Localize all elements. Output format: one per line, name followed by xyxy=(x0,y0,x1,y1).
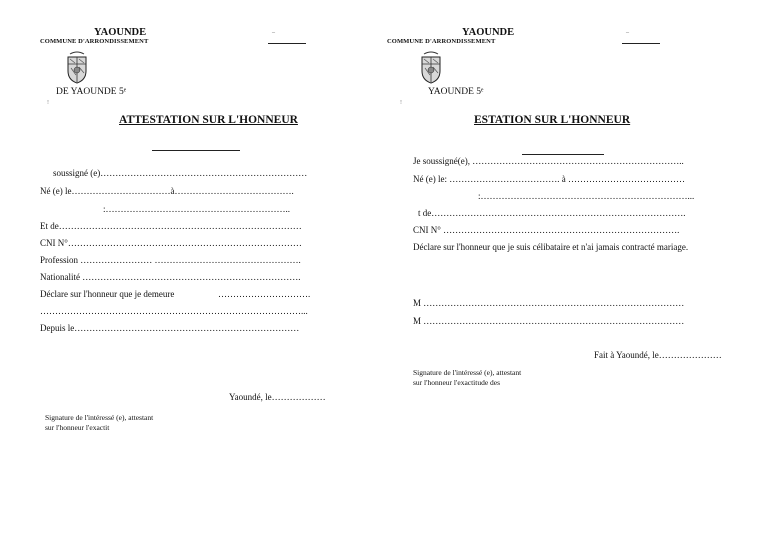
left-line-soussigne: soussigné (e)…………………………………………………………… xyxy=(53,168,308,178)
left-line-depuis: Depuis le………………………………………………………………… xyxy=(40,323,300,333)
right-line-cni: CNI N° ……………………………………………………………………. xyxy=(413,225,680,235)
left-line-ne-le: Né (e) le……………………………à…………………………………. xyxy=(40,186,294,196)
right-line-continuation: :……………………………………………………………... xyxy=(478,191,695,201)
right-line-m1: M …………………………………………………………………………… xyxy=(413,298,685,308)
left-header-commune: COMMUNE D'ARRONDISSEMENT xyxy=(40,38,149,45)
left-line-cni: CNI N°…………………………………………………………………… xyxy=(40,238,302,248)
left-title-rule xyxy=(152,150,240,151)
left-header-tick: ! xyxy=(47,100,49,106)
left-line-blank: ……………………………………………………………………………... xyxy=(40,306,308,316)
right-line-declaration: Déclare sur l'honneur que je suis célibataire et n'ai jamais contracté mariage. xyxy=(413,242,689,252)
left-line-continuation: :…………………………………………………….. xyxy=(103,204,291,214)
left-line-et-de: Et de……………………………………………………………………… xyxy=(40,221,302,231)
left-line-profession: Profession …………………… …………………………………………. xyxy=(40,255,301,265)
left-date-line: Yaoundé, le……………… xyxy=(229,392,326,402)
left-signature-line-2: sur l'honneur l'exactit xyxy=(45,423,110,432)
right-header-dash: _ xyxy=(626,28,629,34)
right-header-commune: COMMUNE D'ARRONDISSEMENT xyxy=(387,38,496,45)
right-header-district: YAOUNDE 5ᵉ xyxy=(428,87,484,97)
right-line-m2: M …………………………………………………………………………… xyxy=(413,316,685,326)
right-header-city: YAOUNDE xyxy=(462,27,515,38)
right-line-soussigne: Je soussigné(e), …………………………………………………………….. xyxy=(413,156,684,166)
left-header-district: DE YAOUNDE 5ᵉ xyxy=(56,87,127,97)
right-title-rule xyxy=(522,154,604,155)
left-line-nationalite: Nationalité ………………………………………………………………. xyxy=(40,272,301,282)
left-line-demeure: Déclare sur l'honneur que je demeure xyxy=(40,289,175,299)
right-date-line: Fait à Yaoundé, le………………… xyxy=(594,350,722,360)
left-header-dash: _ xyxy=(272,28,275,34)
left-header-rule xyxy=(268,43,306,44)
right-line-ne-le: Né (e) le: ………………………………. à ………………………………… xyxy=(413,174,685,184)
right-coat-of-arms-icon xyxy=(420,51,442,84)
right-signature-line-1: Signature de l'intéressé (e), attestant xyxy=(413,368,522,377)
left-form-title: ATTESTATION SUR L'HONNEUR xyxy=(119,114,298,126)
left-header-city: YAOUNDE xyxy=(94,27,147,38)
left-signature-line-1: Signature de l'intéressé (e), attestant xyxy=(45,413,154,422)
left-coat-of-arms-icon xyxy=(66,51,88,84)
left-line-demeure-dots: …………………………. xyxy=(218,289,311,299)
right-header-tick: ! xyxy=(400,100,402,106)
right-header-rule xyxy=(622,43,660,44)
right-line-et-de: t de…………………………………………………………………………. xyxy=(418,208,686,218)
right-signature-line-2: sur l'honneur l'exactitude des xyxy=(413,378,501,387)
right-form-title: ESTATION SUR L'HONNEUR xyxy=(474,114,631,126)
